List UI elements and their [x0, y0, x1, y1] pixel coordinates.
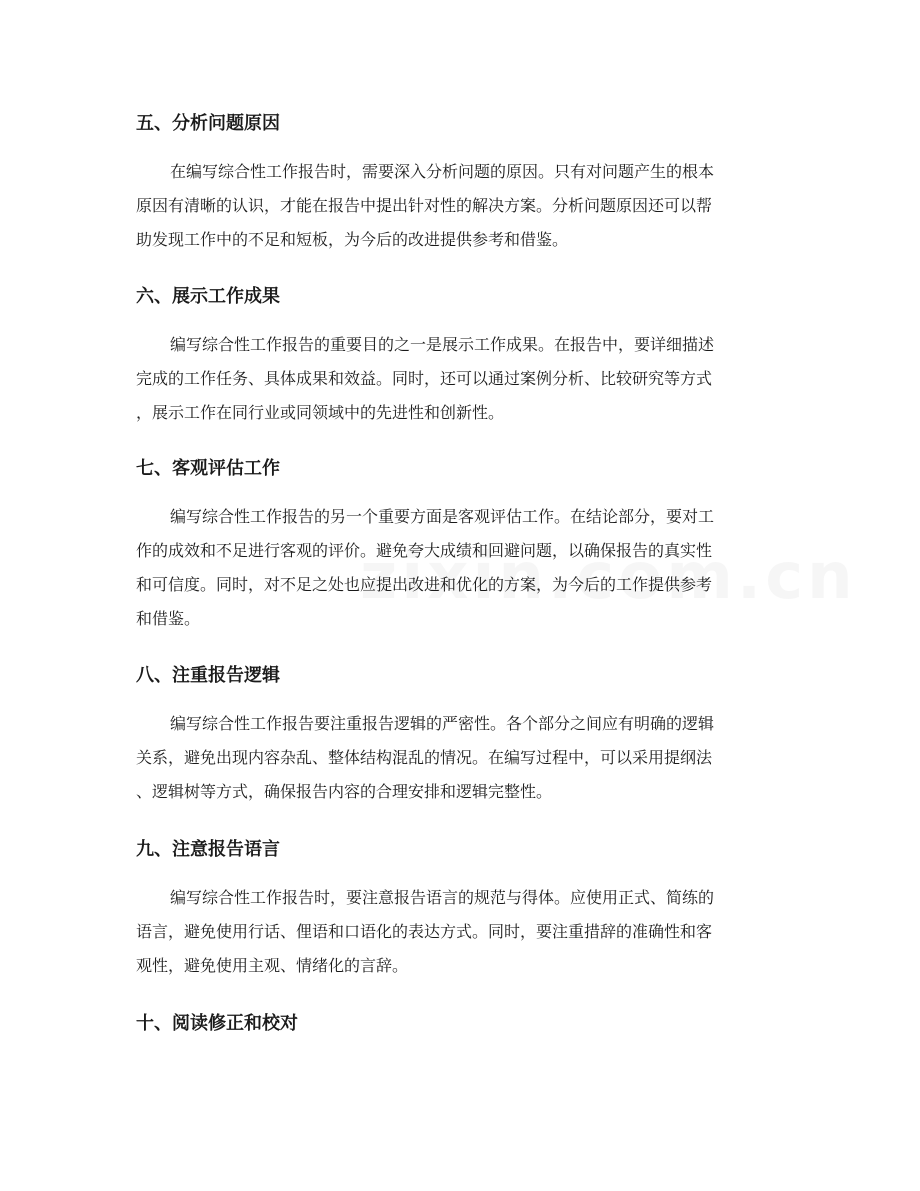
section-paragraph-7	[136, 500, 786, 636]
paragraph-line: 原因有清晰的认识，才能在报告中提出针对性的解决方案。分析问题原因还可以帮	[136, 196, 713, 215]
paragraph-line: 、逻辑树等方式，确保报告内容的合理安排和逻辑完整性。	[136, 782, 553, 801]
paragraph-line: 助发现工作中的不足和短板，为今后的改进提供参考和借鉴。	[136, 230, 569, 249]
paragraph-line: 和可信度。同时，对不足之处也应提出改进和优化的方案，为今后的工作提供参考	[136, 575, 713, 594]
section-heading-7: 七、客观评估工作	[136, 458, 280, 479]
paragraph-line: 编写综合性工作报告的重要目的之一是展示工作成果。在报告中，要详细描述	[170, 335, 715, 354]
section-heading-5: 五、分析问题原因	[136, 113, 280, 134]
paragraph-line: 观性，避免使用主观、情绪化的言辞。	[136, 956, 409, 975]
paragraph-line: 编写综合性工作报告时，要注意报告语言的规范与得体。应使用正式、简练的	[170, 888, 715, 907]
paragraph-line: 编写综合性工作报告要注重报告逻辑的严密性。各个部分之间应有明确的逻辑	[170, 714, 715, 733]
section-heading-6: 六、展示工作成果	[136, 286, 280, 307]
paragraph-line: 关系，避免出现内容杂乱、整体结构混乱的情况。在编写过程中，可以采用提纲法	[136, 748, 713, 767]
section-paragraph-8	[136, 707, 786, 809]
paragraph-line: 作的成效和不足进行客观的评价。避免夸大成绩和回避问题，以确保报告的真实性	[136, 541, 713, 560]
paragraph-line: 完成的工作任务、具体成果和效益。同时，还可以通过案例分析、比较研究等方式	[136, 369, 713, 388]
section-paragraph-5	[136, 155, 786, 257]
section-heading-10: 十、阅读修正和校对	[136, 1013, 298, 1034]
section-paragraph-6	[136, 328, 786, 430]
paragraph-line: 语言，避免使用行话、俚语和口语化的表达方式。同时，要注重措辞的准确性和客	[136, 922, 713, 941]
section-paragraph-9	[136, 881, 786, 983]
section-heading-8: 八、注重报告逻辑	[136, 665, 280, 686]
paragraph-line: 编写综合性工作报告的另一个重要方面是客观评估工作。在结论部分，要对工	[170, 507, 715, 526]
paragraph-line: 和借鉴。	[136, 609, 201, 628]
paragraph-line: ，展示工作在同行业或同领域中的先进性和创新性。	[136, 403, 505, 422]
section-heading-9: 九、注意报告语言	[136, 839, 280, 860]
paragraph-line: 在编写综合性工作报告时，需要深入分析问题的原因。只有对问题产生的根本	[170, 162, 715, 181]
